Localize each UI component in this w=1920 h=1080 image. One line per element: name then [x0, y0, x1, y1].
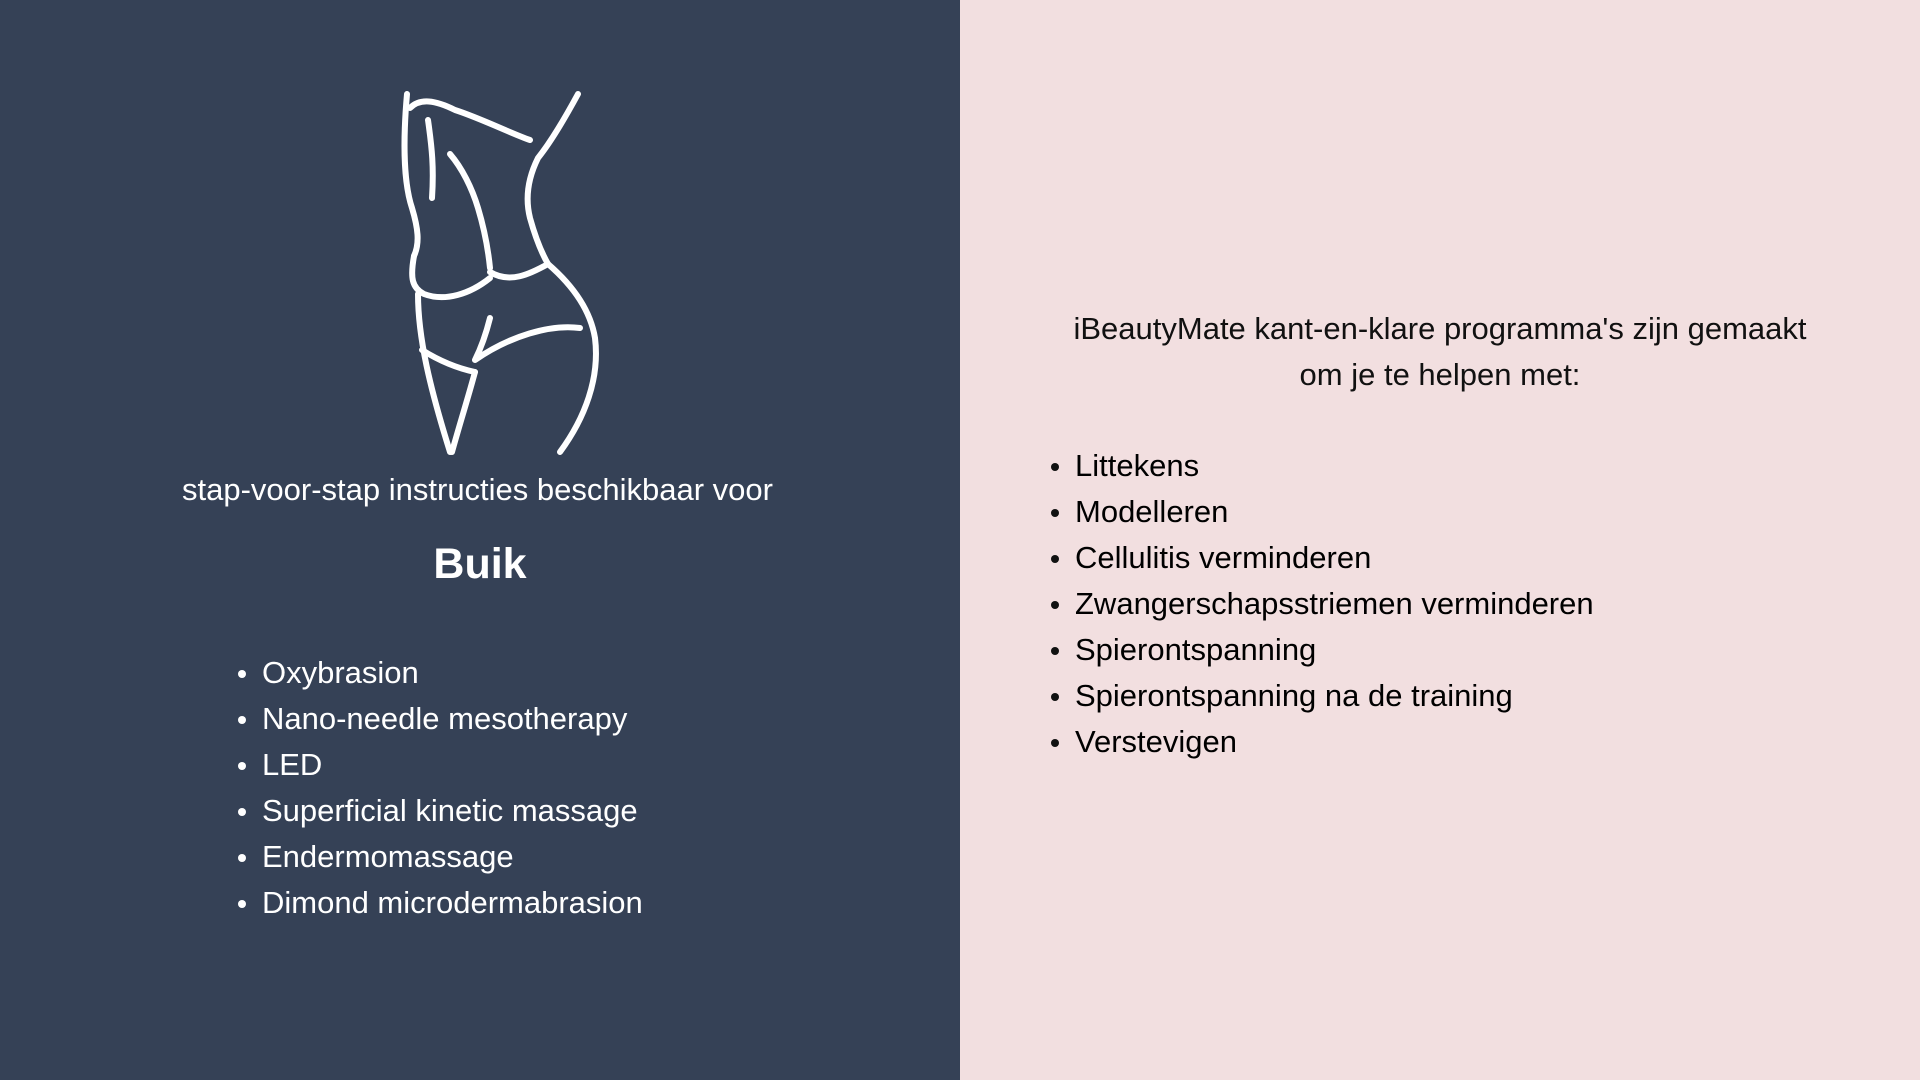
list-item: Nano-needle mesotherapy [235, 696, 835, 742]
intro-text [1000, 306, 1880, 398]
list-item: Spierontspanning na de training [1048, 673, 1868, 719]
subtitle: stap-voor-stap instructies beschikbaar voor [182, 472, 773, 507]
list-item: Endermomassage [235, 834, 835, 880]
list-item: Cellulitis verminderen [1048, 535, 1868, 581]
intro-line-2: om je te helpen met: [1299, 357, 1581, 392]
list-item: Modelleren [1048, 489, 1868, 535]
list-item: Superficial kinetic massage [235, 788, 835, 834]
list-item: Zwangerschapsstriemen verminderen [1048, 581, 1868, 627]
intro-line-1: iBeautyMate kant-en-klare programma's zijn gemaakt [1073, 311, 1807, 346]
list-item: Dimond microdermabrasion [235, 880, 835, 926]
list-item: Oxybrasion [235, 650, 835, 696]
list-item: Littekens [1048, 443, 1868, 489]
female-torso-icon [390, 88, 630, 458]
list-item: LED [235, 742, 835, 788]
benefit-list [1048, 443, 1868, 765]
treatment-list [235, 650, 835, 926]
list-item: Spierontspanning [1048, 627, 1868, 673]
list-item: Verstevigen [1048, 719, 1868, 765]
area-heading: Buik [433, 540, 527, 588]
